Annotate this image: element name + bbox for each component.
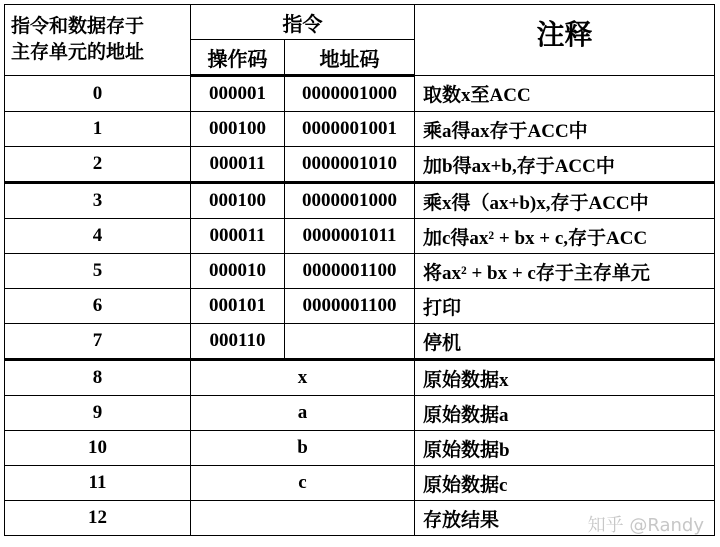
address-code-cell: 0000001100 [285,289,415,324]
address-code-cell: 0000001001 [285,112,415,147]
opcode-cell: 000010 [191,254,285,289]
addr-cell: 2 [5,147,191,183]
opcode-cell: 000100 [191,112,285,147]
data-cell: b [191,431,415,466]
note-cell: 存放结果 [415,501,715,536]
table-row [5,396,715,431]
program-table [4,4,715,536]
address-code-cell: 0000001100 [285,254,415,289]
addr-cell: 12 [5,501,191,536]
opcode-cell: 000101 [191,289,285,324]
address-header-line2: 主存单元的地址 [11,42,145,63]
addr-cell: 7 [5,324,191,360]
note-cell: 加b得ax+b,存于ACC中 [415,147,715,183]
note-cell: 取数x至ACC [415,76,715,112]
data-cell [191,501,415,536]
table-row [5,219,715,254]
address-header [5,5,191,76]
table-row [5,147,715,183]
table-row [5,289,715,324]
instruction-header: 指令 [191,5,415,40]
table-row [5,324,715,360]
opcode-cell: 000011 [191,219,285,254]
opcode-cell: 000110 [191,324,285,360]
opcode-cell: 000100 [191,183,285,219]
header-row [5,5,715,40]
address-code-header: 地址码 [285,40,415,76]
data-cell: c [191,466,415,501]
address-code-cell: 0000001011 [285,219,415,254]
opcode-header: 操作码 [191,40,285,76]
note-cell: 加c得ax² + bx + c,存于ACC [415,219,715,254]
address-code-cell [285,324,415,360]
table-row [5,76,715,112]
table-row [5,254,715,289]
opcode-cell: 000001 [191,76,285,112]
addr-cell: 3 [5,183,191,219]
note-header: 注释 [415,5,715,76]
note-cell: 停机 [415,324,715,360]
table-row [5,112,715,147]
addr-cell: 8 [5,360,191,396]
addr-cell: 10 [5,431,191,466]
addr-cell: 11 [5,466,191,501]
note-cell: 乘x得（ax+b)x,存于ACC中 [415,183,715,219]
note-cell: 原始数据b [415,431,715,466]
addr-cell: 4 [5,219,191,254]
note-cell: 原始数据c [415,466,715,501]
note-cell: 打印 [415,289,715,324]
data-cell: x [191,360,415,396]
table-row [5,183,715,219]
addr-cell: 6 [5,289,191,324]
address-code-cell: 0000001000 [285,76,415,112]
addr-cell: 0 [5,76,191,112]
note-cell: 原始数据x [415,360,715,396]
table-row [5,466,715,501]
addr-cell: 1 [5,112,191,147]
address-code-cell: 0000001010 [285,147,415,183]
table-row [5,360,715,396]
addr-cell: 5 [5,254,191,289]
address-code-cell: 0000001000 [285,183,415,219]
table-row [5,431,715,466]
note-cell: 乘a得ax存于ACC中 [415,112,715,147]
data-cell: a [191,396,415,431]
addr-cell: 9 [5,396,191,431]
note-cell: 将ax² + bx + c存于主存单元 [415,254,715,289]
opcode-cell: 000011 [191,147,285,183]
watermark: 知乎 @Randy [587,515,704,536]
address-header-line1: 指令和数据存于 [11,16,145,37]
note-cell: 原始数据a [415,396,715,431]
